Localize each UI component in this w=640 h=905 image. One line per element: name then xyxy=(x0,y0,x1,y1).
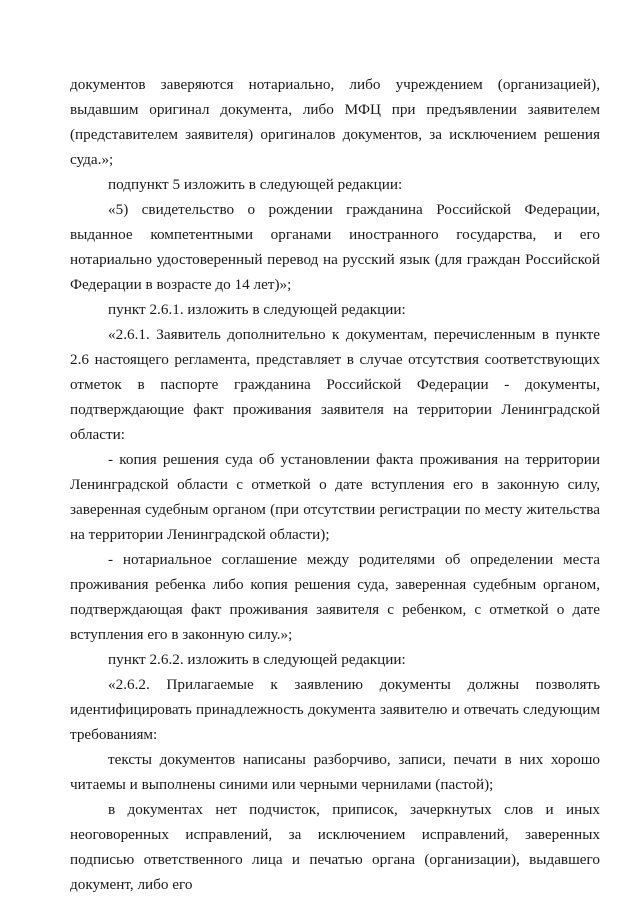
paragraph-2-6-2-text: «2.6.2. Прилагаемые к заявлению документы должны позволять идентифицировать принадлежность документа заявителю и отвечать следующим требованиям: xyxy=(70,676,600,743)
paragraph-notarial-agreement: - нотариальное соглашение между родителями об определении места проживания ребенка либо копия решения суда, заверенная судебным органом, подтверждающая факт проживания заявителя с ребенком, с отметкой о дате вступления его в законную силу.»; xyxy=(70,551,600,643)
paragraph-court-decision: - копия решения суда об установлении факта проживания на территории Ленинградской области с отметкой о дате вступления его в законную силу, заверенная судебным органом (при отсутствии регистрации по месту жительства на территории Ленинградской области); xyxy=(70,451,600,543)
paragraph-2-6-1-text: «2.6.1. Заявитель дополнительно к документам, перечисленным в пункте 2.6 настоящего регламента, представляет в случае отсутствия соответствующих отметок в паспорте гражданина Российской Федерации - документы, подтверждающие факт проживания заявителя на территории Ленинградской области: xyxy=(70,326,600,443)
paragraph-birth-certificate: «5) свидетельство о рождении гражданина Российской Федерации, выданное компетентными органами иностранного государства, и его нотариально удостоверенный перевод на русский язык (для граждан Российской Федерации в возрасте до 14 лет)»; xyxy=(70,201,600,293)
paragraph-amendment-subpoint-5: подпункт 5 изложить в следующей редакции: xyxy=(108,176,403,193)
paragraph-amendment-2-6-1: пункт 2.6.1. изложить в следующей редакции: xyxy=(108,301,406,318)
paragraph-amendment-2-6-2: пункт 2.6.2. изложить в следующей редакции: xyxy=(108,651,406,668)
paragraph-legible-texts: тексты документов написаны разборчиво, записи, печати в них хорошо читаемы и выполнены синими или черными чернилами (пастой); xyxy=(70,751,600,793)
paragraph-continuation: документов заверяются нотариально, либо учреждением (организацией), выдавшим оригинал документа, либо МФЦ при предъявлении заявителем (представителем заявителя) оригиналов документов, за исключением решения суда.»; xyxy=(70,76,600,168)
document-body xyxy=(70,72,600,897)
paragraph-no-erasures: в документах нет подчисток, приписок, зачеркнутых слов и иных неоговоренных исправлений, за исключением исправлений, заверенных подписью ответственного лица и печатью органа (организации), выдавшего документ, либо его xyxy=(70,801,600,893)
